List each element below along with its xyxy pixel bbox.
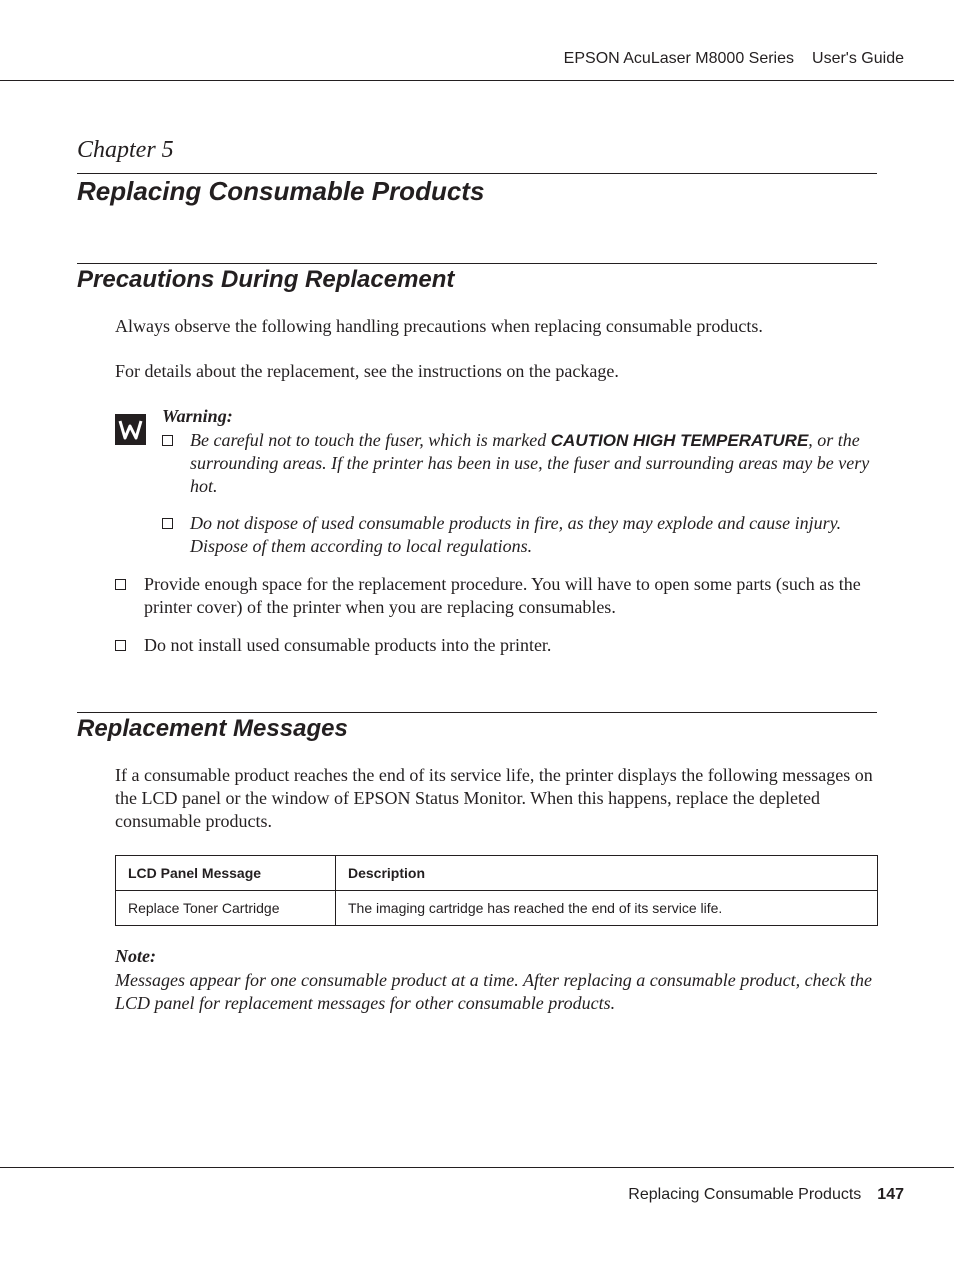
running-footer bbox=[628, 1186, 904, 1204]
warning-icon bbox=[115, 414, 146, 445]
chapter-title: Replacing Consumable Products bbox=[77, 176, 485, 206]
messages-table bbox=[115, 855, 878, 926]
caution-label: CAUTION HIGH TEMPERATURE bbox=[550, 431, 809, 450]
warning-item-text: , or the surrounding areas. If the printer has been in use, the fuser and surrounding areas may be very hot. bbox=[190, 430, 870, 496]
paragraph: For details about the replacement, see the instructions on the package. bbox=[115, 361, 619, 381]
warning-item bbox=[190, 429, 877, 498]
running-header bbox=[564, 50, 904, 68]
footer-rule bbox=[0, 1167, 954, 1168]
paragraph: Always observe the following handling precautions when replacing consumable products. bbox=[115, 316, 763, 336]
warning-title: Warning: bbox=[162, 406, 233, 426]
bullet-box-icon bbox=[162, 435, 173, 446]
bullet-box-icon bbox=[115, 579, 126, 590]
footer-section: Replacing Consumable Products bbox=[628, 1186, 862, 1203]
list-item: Do not install used consumable products into the printer. bbox=[144, 635, 552, 655]
table-row bbox=[116, 891, 878, 926]
note-title: Note: bbox=[115, 946, 156, 966]
warning-item: Do not dispose of used consumable products in fire, as they may explode and cause injury. Dispose of them according to local regulations. bbox=[190, 513, 842, 556]
table-header-row bbox=[116, 856, 878, 891]
bullet-box-icon bbox=[162, 518, 173, 529]
column-header: LCD Panel Message bbox=[116, 856, 336, 891]
chapter-rule bbox=[77, 173, 877, 174]
table-cell: Replace Toner Cartridge bbox=[116, 891, 336, 926]
bullet-box-icon bbox=[115, 640, 126, 651]
warning-item-text: Be careful not to touch the fuser, which is marked bbox=[190, 430, 551, 450]
header-product: EPSON AcuLaser M8000 Series bbox=[563, 50, 795, 67]
section-title-messages: Replacement Messages bbox=[77, 715, 348, 742]
header-rule bbox=[0, 80, 954, 81]
page-number: 147 bbox=[877, 1186, 904, 1203]
note-text: Messages appear for one consumable product at a time. After replacing a consumable product, check the LCD panel for replacement messages for other consumable products. bbox=[115, 970, 873, 1013]
column-header: Description bbox=[336, 856, 878, 891]
section-title-precautions: Precautions During Replacement bbox=[77, 266, 455, 293]
table-cell: The imaging cartridge has reached the end of its service life. bbox=[336, 891, 878, 926]
section-rule-messages bbox=[77, 712, 877, 713]
chapter-label: Chapter 5 bbox=[77, 137, 174, 163]
list-item: Provide enough space for the replacement procedure. You will have to open some parts (such as the printer cover) of the printer when you are replacing consumables. bbox=[144, 574, 861, 617]
paragraph: If a consumable product reaches the end of its service life, the printer displays the following messages on the LCD panel or the window of EPSON Status Monitor. When this happens, replace the depleted consumable products. bbox=[115, 765, 873, 831]
header-guide: User's Guide bbox=[812, 50, 904, 67]
section-rule-precautions bbox=[77, 263, 877, 264]
